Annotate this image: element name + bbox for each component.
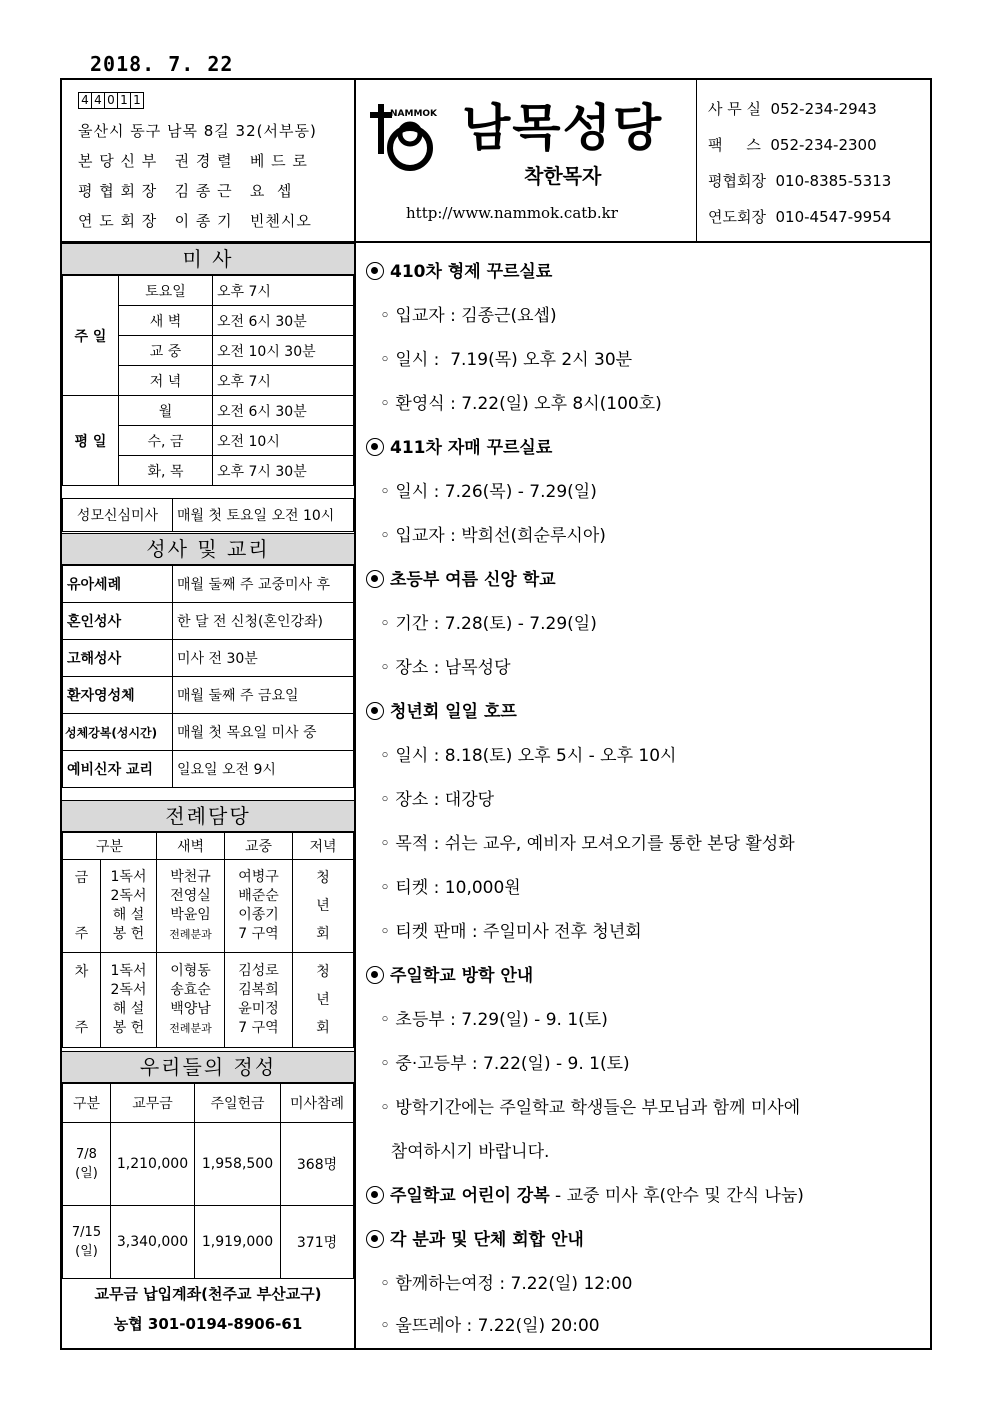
sacrament-name: 예비신자 교리: [63, 751, 173, 788]
sacrament-name: 고해성사: [63, 640, 173, 677]
offering-date: 7/8 (일): [63, 1123, 111, 1206]
zip-digit: 1: [130, 92, 144, 109]
notice-heading-text: 주일학교 어린이 강복: [390, 1186, 550, 1206]
liturgy-header: 저녁: [293, 833, 354, 860]
mass-day: 수, 금: [119, 426, 213, 456]
notice-item: ◦ 티켓 : 10,000원: [380, 878, 521, 898]
notice-item: ◦ 입교자 : 김종근(요셉): [380, 306, 557, 326]
logo-text: NAMMOK: [390, 109, 438, 119]
notice-heading: [366, 1181, 804, 1206]
notice-item: 참여하시기 바랍니다.: [380, 1142, 550, 1162]
website-link[interactable]: http://www.nammok.catb.kr: [406, 204, 618, 222]
notices-column: [358, 243, 930, 1350]
notice-item: ◦ 기간 : 7.28(토) - 7.29(일): [380, 614, 597, 634]
offering-dues: 1,210,000: [111, 1123, 195, 1206]
mass-time: 오전 6시 30분: [213, 306, 354, 336]
contact-fax: 팩 스 052-234-2300: [708, 136, 877, 154]
bullet-icon: [366, 262, 384, 280]
mass-day: 화, 목: [119, 456, 213, 486]
notice-heading-text: 주일학교 방학 안내: [390, 966, 534, 986]
offering-section-title: 우리들의 정성: [62, 1051, 354, 1083]
offering-table: [62, 1083, 354, 1279]
mass-section-title: 미 사: [62, 243, 354, 275]
staff-council: 평 협 회 장 김 종 근 요 셉: [78, 182, 293, 200]
offering-collection: 1,919,000: [195, 1206, 281, 1279]
contact-memorial: 연도회장 010-4547-9954: [708, 208, 892, 226]
bullet-icon: [366, 966, 384, 984]
liturgy-main: 여병구 배준순 이종기 7 구역: [225, 860, 293, 953]
notice-item: ◦ 초등부 : 7.29(일) - 9. 1(토): [380, 1010, 608, 1030]
sacrament-name: 성체강복(성시간): [63, 714, 173, 751]
mass-time: 오전 10시: [213, 426, 354, 456]
address: 울산시 동구 남목 8길 32(서부동): [78, 122, 317, 140]
notice-heading: [366, 961, 533, 986]
parish-logo-icon: [368, 96, 448, 176]
contact-office: 사 무 실 052-234-2943: [708, 100, 877, 118]
sacraments-section-title: 성사 및 교리: [62, 533, 354, 565]
next-week-label: 차 주: [63, 953, 101, 1048]
contact-council: 평협회장 010-8385-5313: [708, 172, 892, 190]
notice-item: ◦ 일시 : 7.19(목) 오후 2시 30분: [380, 350, 633, 370]
liturgy-dawn: 이형동 송효순 백양남 전례분과: [157, 953, 225, 1048]
notice-heading: [366, 257, 552, 282]
liturgy-roles: 1독서 2독서 해 설 봉 헌: [101, 953, 157, 1048]
notice-item: ◦ 목적 : 쉬는 교우, 예비자 모셔오기를 통한 본당 활성화: [380, 834, 795, 854]
sacrament-time: 매월 첫 목요일 미사 중: [173, 714, 354, 751]
staff-memorial: 연 도 회 장 이 종 기 빈첸시오: [78, 212, 312, 230]
offering-date: 7/15 (일): [63, 1206, 111, 1279]
notice-heading-detail: - 교중 미사 후(안수 및 간식 나눔): [549, 1186, 804, 1206]
offering-attendance: 368명: [281, 1123, 354, 1206]
offering-header: 교무금: [111, 1084, 195, 1123]
offering-header: 주일헌금: [195, 1084, 281, 1123]
zip-code: [78, 92, 143, 109]
mass-day: 저 녁: [119, 366, 213, 396]
header-parish-info: [62, 80, 356, 241]
mass-day: 새 벽: [119, 306, 213, 336]
sacrament-time: 매월 둘째 주 금요일: [173, 677, 354, 714]
mass-time: 오후 7시 30분: [213, 456, 354, 486]
account-info: [62, 1279, 354, 1339]
zip-digit: 4: [78, 92, 92, 109]
mass-day: 월: [119, 396, 213, 426]
notice-item: ◦ 장소 : 남목성당: [380, 658, 511, 678]
notice-item: ◦ 일시 : 7.26(목) - 7.29(일): [380, 482, 597, 502]
notice-item: ◦ 일시 : 8.18(토) 오후 5시 - 오후 10시: [380, 746, 677, 766]
mass-time: 오전 6시 30분: [213, 396, 354, 426]
bullet-icon: [366, 1186, 384, 1204]
liturgy-section-title: 전례담당: [62, 800, 354, 832]
liturgy-evening: 청 년 회: [293, 953, 354, 1048]
bullet-icon: [366, 1230, 384, 1248]
bullet-icon: [366, 570, 384, 588]
notice-item: ◦ 함께하는여정 : 7.22(일) 12:00: [380, 1274, 633, 1294]
notice-item: ◦ 티켓 판매 : 주일미사 전후 청년회: [380, 922, 642, 942]
offering-header: 미사참례: [281, 1084, 354, 1123]
header: [62, 80, 930, 243]
mass-day: 교 중: [119, 336, 213, 366]
liturgy-dawn: 박천규 전영실 박윤임 전례분과: [157, 860, 225, 953]
sunday-title: 착한목자: [524, 164, 602, 188]
notice-heading-text: 410차 형제 꾸르실료: [390, 262, 553, 282]
liturgy-header: 교중: [225, 833, 293, 860]
sacrament-name: 혼인성사: [63, 603, 173, 640]
notice-heading: [366, 433, 552, 458]
mass-time: 오후 7시: [213, 276, 354, 306]
left-column: [62, 243, 356, 1350]
notice-item: ◦ 중·고등부 : 7.22(일) - 9. 1(토): [380, 1054, 630, 1074]
account-title: 교무금 납입계좌(천주교 부산교구): [94, 1285, 322, 1303]
bullet-icon: [366, 702, 384, 720]
sacrament-name: 유아세례: [63, 566, 173, 603]
offering-dues: 3,340,000: [111, 1206, 195, 1279]
mass-table: [62, 275, 354, 486]
liturgy-main: 김성로 김복희 윤미정 7 구역: [225, 953, 293, 1048]
sacrament-name: 환자영성체: [63, 677, 173, 714]
parish-name: 남목성당: [462, 99, 664, 157]
liturgy-table: [62, 832, 354, 1048]
liturgy-roles: 1독서 2독서 해 설 봉 헌: [101, 860, 157, 953]
header-title-block: [356, 80, 697, 241]
sacrament-time: 한 달 전 신청(혼인강좌): [173, 603, 354, 640]
notice-heading-text: 각 분과 및 단체 회합 안내: [390, 1230, 584, 1250]
notice-heading-text: 초등부 여름 신앙 학교: [390, 570, 556, 590]
sacrament-time: 매월 둘째 주 교중미사 후: [173, 566, 354, 603]
header-contacts: [698, 80, 930, 241]
zip-digit: 4: [91, 92, 105, 109]
sacrament-time: 미사 전 30분: [173, 640, 354, 677]
notice-item: ◦ 방학기간에는 주일학교 학생들은 부모님과 함께 미사에: [380, 1098, 801, 1118]
notice-heading-text: 청년회 일일 호프: [390, 702, 517, 722]
notice-item: ◦ 울뜨레아 : 7.22(일) 20:00: [380, 1316, 600, 1336]
liturgy-evening: 청 년 회: [293, 860, 354, 953]
notice-item: ◦ 환영식 : 7.22(일) 오후 8시(100호): [380, 394, 662, 414]
zip-digit: 1: [117, 92, 131, 109]
notice-item: ◦ 장소 : 대강당: [380, 790, 495, 810]
staff-pastor: 본 당 신 부 권 경 렬 베 드 로: [78, 152, 308, 170]
notice-item: ◦ 입교자 : 박희선(희순루시아): [380, 526, 606, 546]
notice-heading: [366, 697, 517, 722]
zip-digit: 0: [104, 92, 118, 109]
bullet-icon: [366, 438, 384, 456]
mass-time: 오후 7시: [213, 366, 354, 396]
bulletin-frame: [60, 78, 932, 1350]
offering-attendance: 371명: [281, 1206, 354, 1279]
notice-heading-text: 411차 자매 꾸르실료: [390, 438, 553, 458]
mass-day: 토요일: [119, 276, 213, 306]
notice-heading: [366, 1225, 584, 1250]
mass-time: 오전 10시 30분: [213, 336, 354, 366]
notice-heading: [366, 565, 556, 590]
heart-mass-label: 성모신심미사: [63, 499, 173, 532]
bulletin-date: 2018. 7. 22: [90, 52, 234, 76]
liturgy-header: 구분: [63, 833, 157, 860]
sacraments-table: [62, 565, 354, 788]
account-number: 농협 301-0194-8906-61: [113, 1315, 303, 1333]
offering-collection: 1,958,500: [195, 1123, 281, 1206]
liturgy-header: 새벽: [157, 833, 225, 860]
this-week-label: 금 주: [63, 860, 101, 953]
heart-mass-time: 매월 첫 토요일 오전 10시: [173, 499, 354, 532]
sunday-label: 주 일: [63, 276, 119, 396]
offering-header: 구분: [63, 1084, 111, 1123]
sacrament-time: 일요일 오전 9시: [173, 751, 354, 788]
heart-mass-table: [62, 498, 354, 532]
weekday-label: 평 일: [63, 396, 119, 486]
